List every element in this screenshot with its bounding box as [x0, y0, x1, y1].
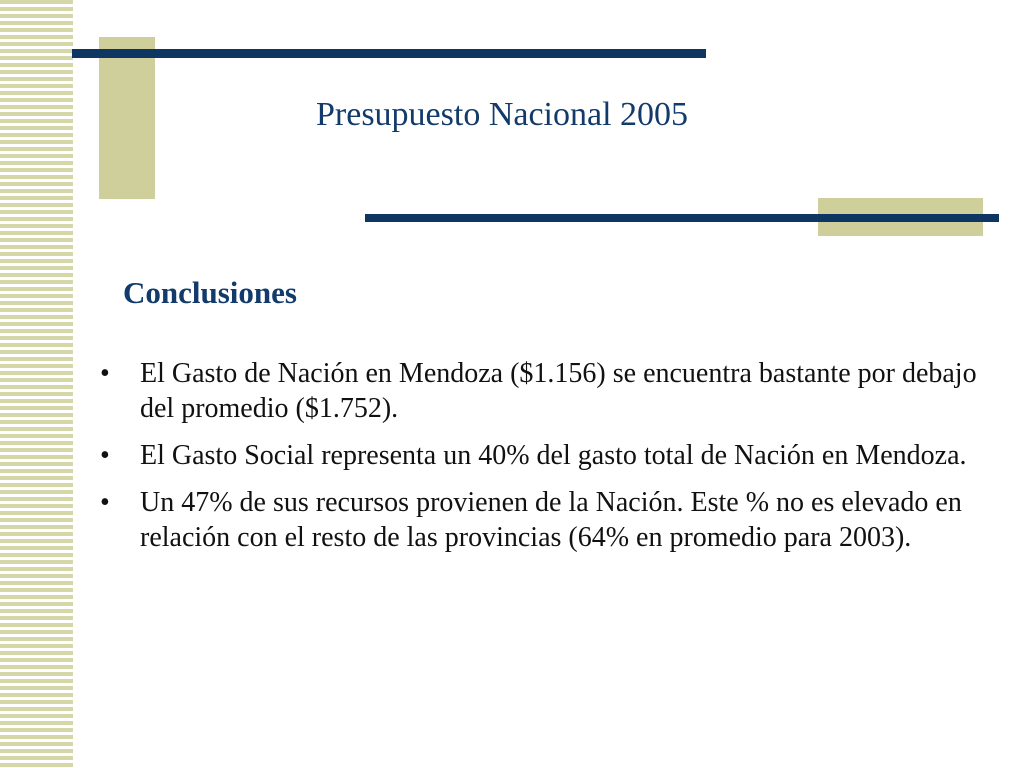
- decorative-olive-block-top: [99, 37, 155, 199]
- bullet-item: • Un 47% de sus recursos provienen de la Nación. Este % no es elevado en relación con el resto de las provincias (64% en promedio para 2003).: [100, 485, 980, 555]
- decorative-top-rule: [72, 49, 706, 58]
- bullet-item: • El Gasto de Nación en Mendoza ($1.156) se encuentra bastante por debajo del promedio ($1.752).: [100, 356, 980, 426]
- bullet-item: • El Gasto Social representa un 40% del gasto total de Nación en Mendoza.: [100, 438, 980, 473]
- bullet-list: [100, 356, 980, 567]
- section-heading: Conclusiones: [123, 275, 297, 310]
- decorative-side-stripes: [0, 0, 73, 768]
- decorative-bottom-rule: [365, 214, 999, 222]
- slide-title: Presupuesto Nacional 2005: [316, 96, 689, 133]
